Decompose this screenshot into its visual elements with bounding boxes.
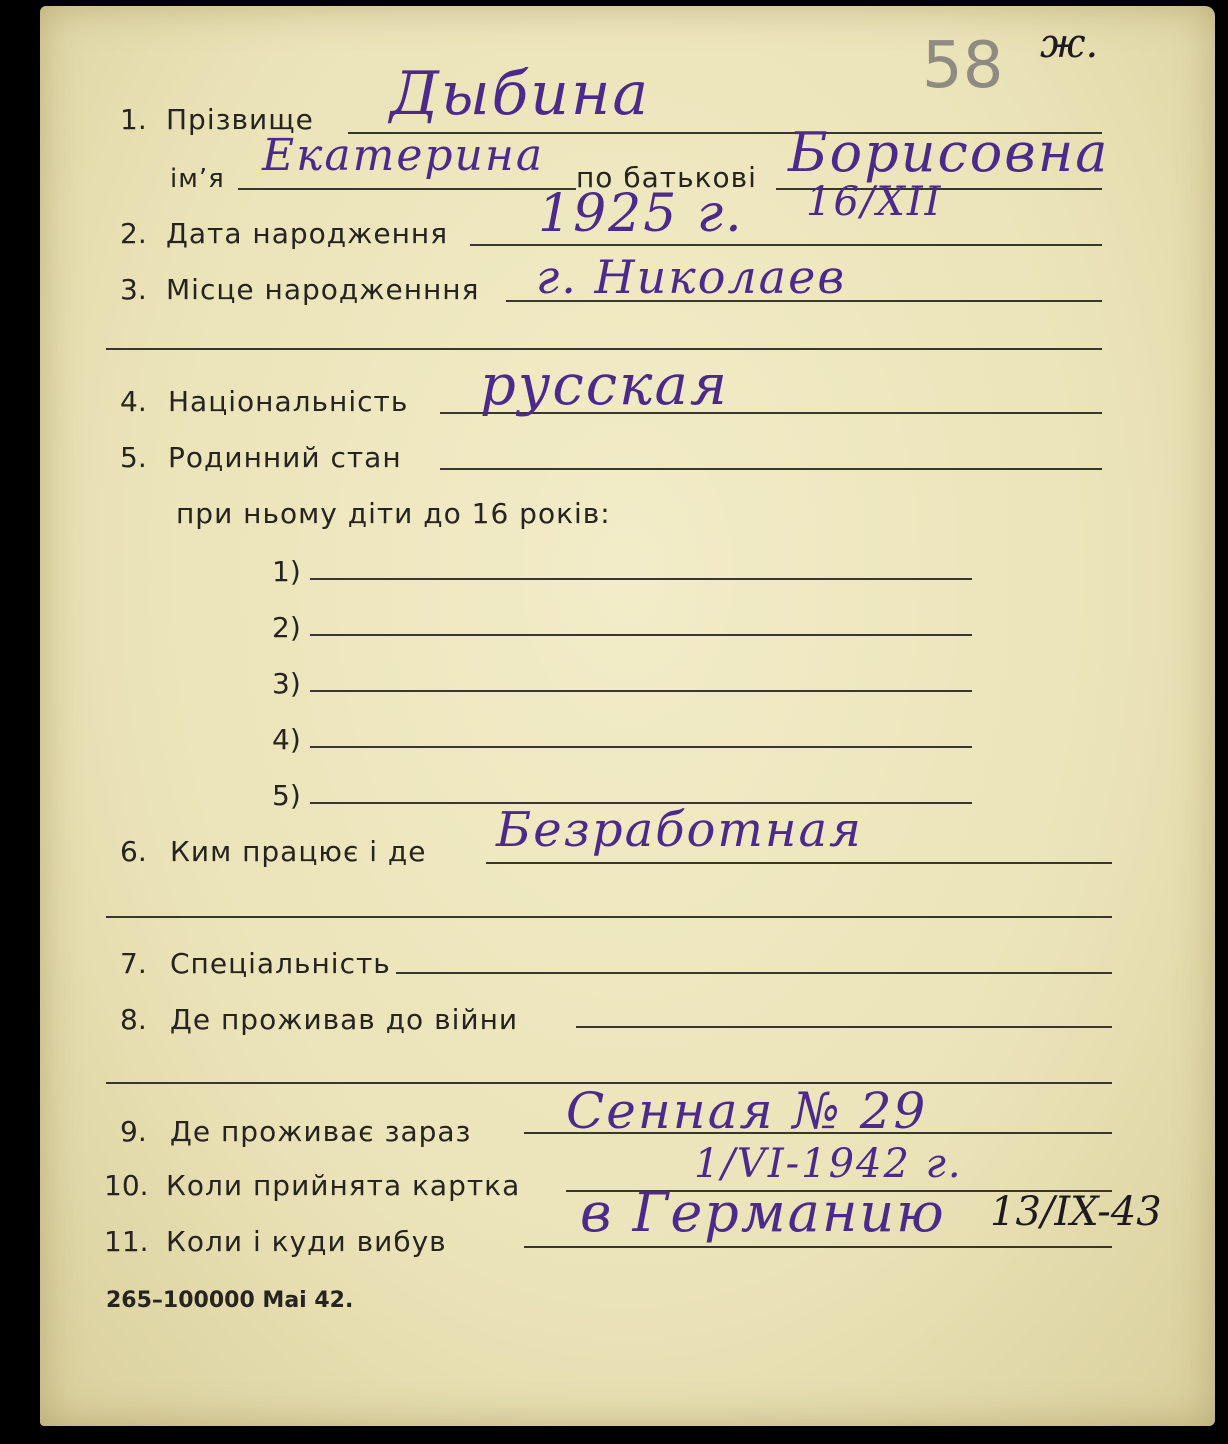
departed-value: в Германию	[580, 1181, 946, 1244]
nationality-number: 4.	[120, 385, 147, 418]
work-label: Ким працює і де	[170, 835, 427, 868]
family-label: Родинний стан	[168, 441, 402, 474]
child-3-line	[310, 690, 972, 692]
birthplace-extra-line	[106, 348, 1102, 350]
family-number: 5.	[120, 441, 147, 474]
patronymic-label: по батькові	[576, 161, 757, 194]
departed-date: 13/IX-43	[990, 1189, 1162, 1235]
birthdate-label: Дата народження	[166, 217, 449, 250]
work-value: Безработная	[496, 802, 863, 858]
current-value: Сенная № 29	[566, 1082, 928, 1140]
card-value: 1/VI-1942 г.	[694, 1141, 963, 1187]
name-value: Екатерина	[262, 130, 545, 181]
card-label: Коли прийнята картка	[166, 1169, 521, 1202]
specialty-label: Спеціальність	[170, 947, 391, 980]
work-line	[486, 862, 1112, 864]
prewar-number: 8.	[120, 1003, 147, 1036]
birthplace-number: 3.	[120, 273, 147, 306]
nationality-value: русская	[480, 353, 729, 418]
print-code: 265–100000 Mai 42.	[106, 1288, 354, 1313]
birthplace-label: Місце народженння	[166, 273, 480, 306]
birthdate-number: 2.	[120, 217, 147, 250]
departed-number: 11.	[104, 1225, 149, 1258]
name-line	[238, 188, 576, 190]
card-number: 10.	[104, 1169, 149, 1202]
work-number: 6.	[120, 835, 147, 868]
child-3-number: 3)	[272, 667, 301, 700]
child-1-number: 1)	[272, 555, 301, 588]
current-number: 9.	[120, 1115, 147, 1148]
surname-number: 1.	[120, 103, 147, 136]
child-5-number: 5)	[272, 779, 301, 812]
surname-value: Дыбина	[390, 59, 651, 129]
departed-label: Коли і куди вибув	[166, 1225, 447, 1258]
nationality-label: Національність	[168, 385, 409, 418]
birthdate-line	[470, 244, 1102, 246]
specialty-line	[396, 972, 1112, 974]
child-4-line	[310, 746, 972, 748]
corner-suffix: ж.	[1040, 21, 1099, 67]
work-extra-line	[106, 916, 1112, 918]
departed-line	[524, 1246, 1112, 1248]
family-line	[440, 468, 1102, 470]
birthdate-extra: 16/XII	[806, 179, 943, 225]
pencil-number: 58	[922, 29, 1004, 103]
child-2-number: 2)	[272, 611, 301, 644]
current-label: Де проживає зараз	[170, 1115, 472, 1148]
registration-card	[40, 6, 1215, 1426]
prewar-line	[576, 1026, 1112, 1028]
name-label: ім’я	[170, 164, 225, 194]
birthplace-value: г. Николаев	[536, 250, 847, 304]
child-1-line	[310, 578, 972, 580]
birthdate-value: 1925 г.	[538, 184, 744, 244]
patronymic-value: Борисовна	[788, 121, 1110, 184]
children-label: при ньому діти до 16 років:	[176, 497, 611, 530]
surname-label: Прізвище	[166, 103, 314, 136]
child-2-line	[310, 634, 972, 636]
specialty-number: 7.	[120, 947, 147, 980]
prewar-label: Де проживав до війни	[170, 1003, 519, 1036]
child-4-number: 4)	[272, 723, 301, 756]
